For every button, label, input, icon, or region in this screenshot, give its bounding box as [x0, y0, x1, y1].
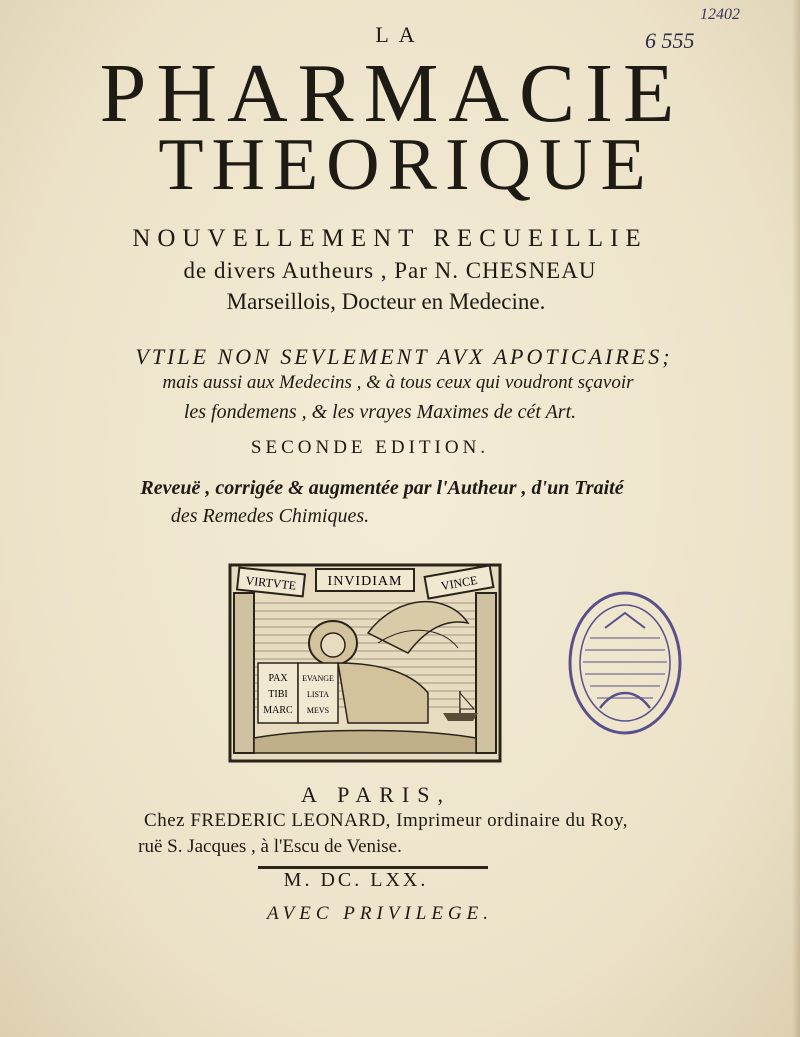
catalog-number: 12402	[700, 6, 740, 23]
book-right-line-2: LISTA	[306, 690, 330, 699]
purpose-line-2: mais aussi aux Medecins , & à tous ceux qui voudront sçavoir	[162, 372, 634, 393]
subtitle-line-3: Marseillois, Docteur en Medecine.	[226, 289, 546, 314]
library-stamp	[565, 588, 685, 738]
subtitle-line-2: de divers Autheurs , Par N. CHESNEAU	[183, 258, 597, 283]
title-main: PHARMACIE	[99, 47, 685, 140]
book-left-line-3: MARC	[263, 705, 293, 716]
title-second: THEORIQUE	[158, 124, 654, 206]
imprint-address: ruë S. Jacques , à l'Escu de Venise.	[138, 836, 402, 857]
page-edge-shadow	[792, 0, 800, 1037]
banner-right-text: VINCE	[439, 572, 479, 594]
edition-desc-1: Reveuë , corrigée & augmentée par l'Autheur , d'un Traité	[140, 477, 624, 499]
imprint-printer: Chez FREDERIC LEONARD, Imprimeur ordinaire du Roy,	[144, 810, 628, 831]
shelfmark: 6 555	[645, 28, 695, 53]
banner-left-text: VIRTVTE	[244, 573, 297, 593]
imprint-city: A PARIS,	[300, 782, 451, 807]
purpose-line-1: VTILE NON SEVLEMENT AVX APOTICAIRES;	[135, 344, 673, 369]
book-right-line-1: EVANGE	[302, 674, 334, 683]
subtitle-line-1: NOUVELLEMENT RECUEILLIE	[132, 225, 648, 252]
banner-center-text: INVIDIAM	[327, 574, 403, 589]
imprint-date: M. DC. LXX.	[283, 869, 429, 891]
book-right-line-3: MEVS	[306, 706, 330, 715]
edition-label: SECONDE EDITION.	[250, 437, 490, 458]
printers-device-emblem	[228, 563, 502, 763]
title-article: LA	[375, 22, 425, 47]
edition-desc-2: des Remedes Chimiques.	[170, 505, 370, 527]
imprint-privilege: AVEC PRIVILEGE.	[266, 903, 494, 924]
book-left-line-1: PAX	[268, 673, 288, 684]
book-left-line-2: TIBI	[268, 689, 288, 700]
purpose-line-3: les fondemens , & les vrayes Maximes de cét Art.	[183, 401, 577, 423]
